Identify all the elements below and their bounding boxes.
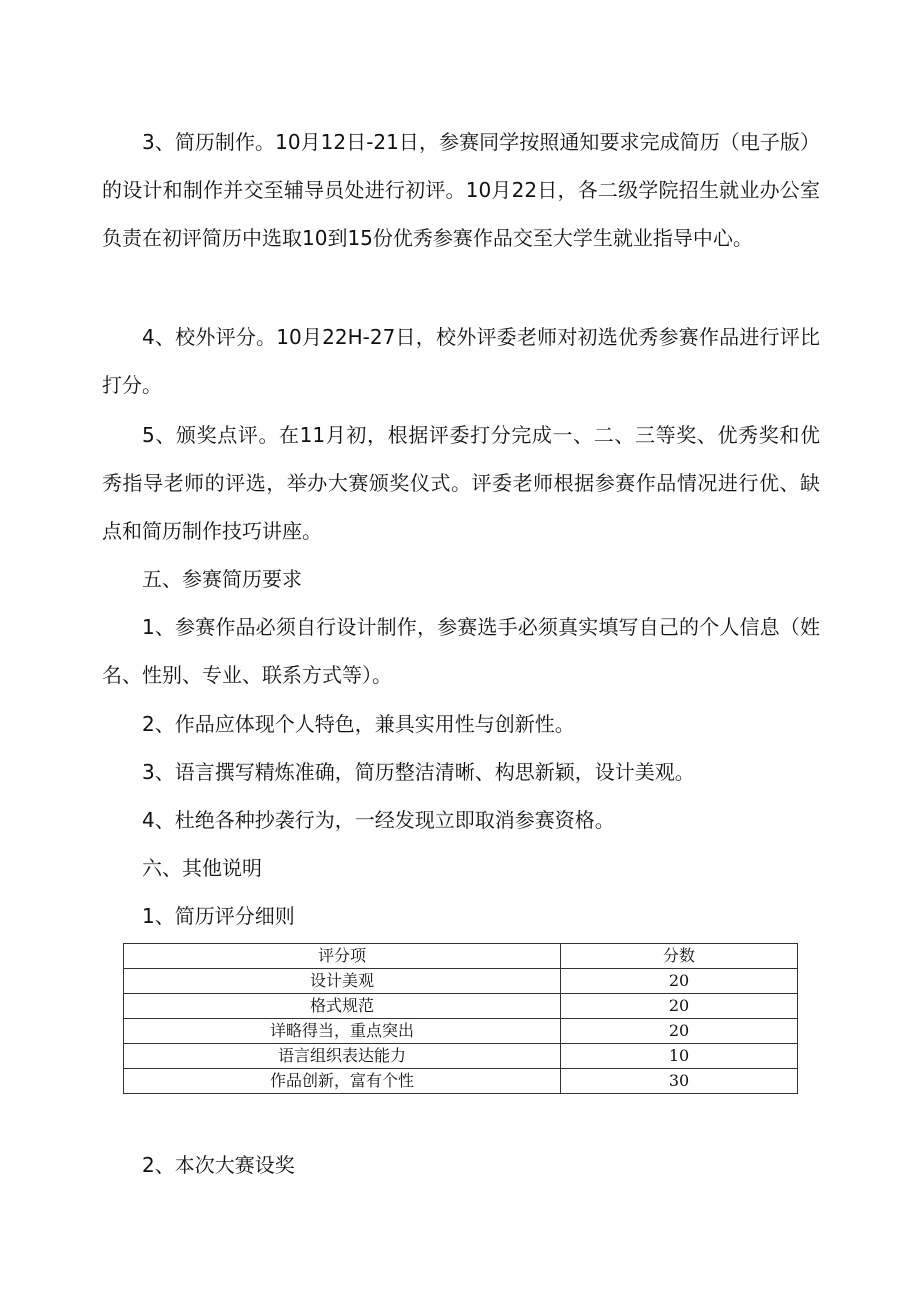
paragraph-external-scoring: 4、校外评分。10月22H-27日，校外评委老师对初选优秀参赛作品进行评比打分。 [102, 325, 820, 397]
table-row [124, 1019, 798, 1044]
table-header-row [124, 944, 798, 969]
table-row [124, 994, 798, 1019]
paragraph-award-review: 5、颁奖点评。在11月初，根据评委打分完成一、二、三等奖、优秀奖和优秀指导老师的评选，举办大赛颁奖仪式。评委老师根据参赛作品情况进行优、缺点和简历制作技巧讲座。 [102, 423, 820, 543]
requirement-item: 2、作品应体现个人特色，兼具实用性与创新性。 [142, 712, 575, 736]
score-value-cell: 20 [561, 969, 798, 994]
score-item-cell: 设计美观 [124, 969, 561, 994]
score-value-cell: 20 [561, 994, 798, 1019]
column-header-item: 评分项 [124, 944, 561, 969]
section-heading-resume-requirements: 五、参赛简历要求 [142, 567, 302, 591]
table-row [124, 969, 798, 994]
score-item-cell: 语言组织表达能力 [124, 1044, 561, 1069]
requirement-item: 1、参赛作品必须自行设计制作，参赛选手必须真实填写自己的个人信息（姓名、性别、专业、联系方式等）。 [102, 615, 820, 687]
section-heading-other-notes: 六、其他说明 [142, 856, 262, 880]
score-item-cell: 格式规范 [124, 994, 561, 1019]
score-item-cell: 详略得当，重点突出 [124, 1019, 561, 1044]
requirement-item: 3、语言撰写精炼准确，简历整洁清晰、构思新颖，设计美观。 [142, 760, 695, 784]
requirement-item: 4、杜绝各种抄袭行为，一经发现立即取消参赛资格。 [142, 808, 615, 832]
table-row [124, 1069, 798, 1094]
score-value-cell: 20 [561, 1019, 798, 1044]
table-row [124, 1044, 798, 1069]
score-value-cell: 30 [561, 1069, 798, 1094]
paragraph-resume-making: 3、简历制作。10月12日-21日，参赛同学按照通知要求完成简历（电子版）的设计和制作并交至辅导员处进行初评。10月22日，各二级学院招生就业办公室负责在初评简历中选取10到15份优秀参赛作品交至大学生就业指导中心。 [102, 130, 820, 250]
score-item-cell: 作品创新，富有个性 [124, 1069, 561, 1094]
column-header-score: 分数 [561, 944, 798, 969]
scoring-table [123, 943, 798, 1094]
subheading-scoring-rules: 1、简历评分细则 [142, 904, 295, 928]
subheading-awards: 2、本次大赛设奖 [142, 1153, 295, 1177]
score-value-cell: 10 [561, 1044, 798, 1069]
